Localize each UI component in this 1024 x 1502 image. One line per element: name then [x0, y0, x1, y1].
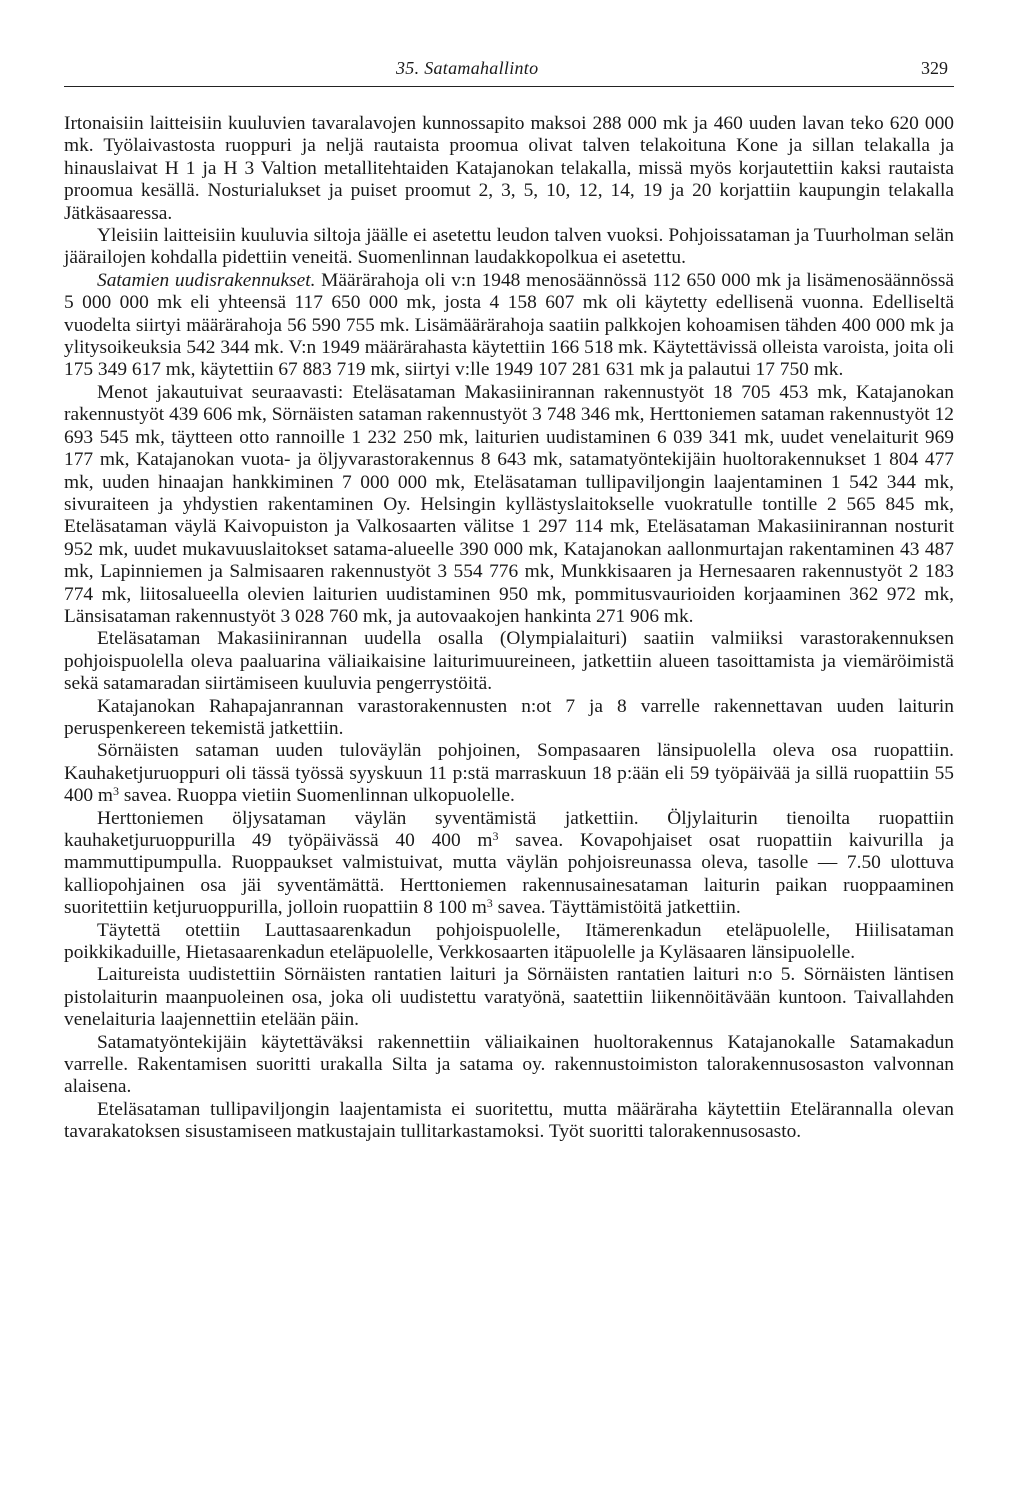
paragraph-7-text-a: Sörnäisten sataman uuden tuloväylän pohjoinen, Sompasaaren länsipuolella oleva osa ruopattiin. Kauhaketjuruoppuri oli tässä työssä syyskuun 11 p:stä marraskuun 18 p:ään eli 59 työpäivää ja sillä ruopattiin 55 400 m	[64, 740, 954, 807]
paragraph-6: Katajanokan Rahapajanrannan varastorakennusten n:ot 7 ja 8 varrelle rakennettavan uuden laiturin peruspenkereen tekemistä jatkettiin.	[64, 695, 954, 739]
paragraph-8-text-a: Herttoniemen öljysataman väylän syventämistä jatkettiin. Öljylaiturin tienoilta ruopattiin kauhaketjuruoppurilla 49 työpäivässä 40 400 m	[64, 807, 954, 851]
paragraph-11: Satamatyöntekijäin käytettäväksi rakennettiin väliaikainen huoltorakennus Katajanokalle Satamakadun varrelle. Rakentamisen suoritti urakalla Silta ja satama oy. rakennustoimiston talorakennusosaston valvonnan alaisena.	[64, 1031, 954, 1098]
header-title: 35. Satamahallinto	[396, 58, 539, 78]
paragraph-9: Täytettä otettiin Lauttasaarenkadun pohjoispuolelle, Itämerenkadun eteläpuolelle, Hiilisataman poikkikaduille, Hietasaarenkadun eteläpuolelle, Verkkosaarten itäpuolelle ja Kyläsaaren länsipuolelle.	[64, 919, 954, 964]
paragraph-1: Irtonaisiin laitteisiin kuuluvien tavaralavojen kunnossapito maksoi 288 000 mk ja 460 uuden lavan teko 620 000 mk. Työlaivastosta ruoppuri ja neljä rautaista proomua olivat talven telakoituna Kone ja sillan telakalla ja hinauslaivat H 1 ja H 3 Valtion metallitehtaiden Katajanokan telakalla, missä myös korjautettiin kaksi rautaista proomua kesällä. Nosturialukset ja puiset proomut 2, 3, 5, 10, 12, 14, 19 ja 20 korjattiin kaupungin telakalla Jätkäsaaressa.	[64, 113, 954, 224]
paragraph-7-text-b: savea. Ruoppa vietiin Suomenlinnan ulkopuolelle.	[119, 785, 515, 807]
page-number: 329	[921, 58, 948, 78]
paragraph-2: Yleisiin laitteisiin kuuluvia siltoja jäälle ei asetettu leudon talven vuoksi. Pohjoissataman ja Tuurholman selän jäärailojen kohdalla pidettiin veneitä. Suomenlinnan laudakkopolkua ei asetettu.	[64, 225, 954, 269]
paragraph-5: Eteläsataman Makasiinirannan uudella osalla (Olympialaituri) saatiin valmiiksi varastorakennuksen pohjoispuolella oleva paaluarina väliaikaisine laiturimuureineen, jatkettiin alueen tasoittamista ja viemäröimistä sekä satamaradan siirtämiseen kuuluvia pengerrystöitä.	[64, 628, 954, 695]
body-text	[64, 113, 954, 1144]
superscript: 3	[113, 784, 120, 799]
paragraph-3	[64, 270, 954, 382]
superscript: 3	[492, 829, 499, 843]
section-heading: Satamien uudisrakennukset.	[97, 269, 316, 291]
header-rule	[64, 86, 954, 87]
paragraph-3-text: Määrärahoja oli v:n 1948 menosäännössä 112 650 000 mk ja lisämenosäännössä 5 000 000 mk eli yhteensä 117 650 000 mk, josta 4 158 607 mk oli käytetty edellisenä vuonna. Edelliseltä vuodelta siirtyi määrärahoja 56 590 755 mk. Lisämäärärahoja saatiin palkkojen kohoamisen tähden 400 000 mk ja ylitysoikeuksia 542 344 mk. V:n 1949 määrärahasta käytettiin 166 518 mk. Käytettävissä olleista varoista, joita oli 175 349 617 mk, käytettiin 67 883 719 mk, siirtyi v:lle 1949 107 281 631 mk ja palautui 17 750 mk.	[64, 269, 954, 381]
superscript: 3	[486, 896, 493, 911]
paragraph-8-text-c: savea. Täyttämistöitä jatkettiin.	[492, 897, 741, 919]
paragraph-7	[64, 740, 954, 807]
paragraph-12: Eteläsataman tullipaviljongin laajentamista ei suoritettu, mutta määräraha käytettiin Etelärannalla olevan tavarakatoksen sisustamiseen matkustajain tullitarkastamoksi. Työt suoritti talorakennusosasto.	[64, 1098, 954, 1143]
paragraph-8-text-b: savea. Kovapohjaiset osat ruopattiin kaivurilla ja mammuttipumpulla. Ruoppaukset valmistuivat, mutta väylän pohjoisreunassa oleva, tasolle — 7.50 ulottuva kalliopohjainen osa jäi syventämättä. Herttoniemen rakennusainesataman laiturin paikan ruoppaaminen suoritettiin ketjuruoppurilla, jolloin ruopattiin 8 100 m	[64, 830, 954, 919]
paragraph-4: Menot jakautuivat seuraavasti: Eteläsataman Makasiinirannan rakennustyöt 18 705 453 mk, Katajanokan rakennustyöt 439 606 mk, Sörnäisten sataman rakennustyöt 3 748 346 mk, Herttoniemen sataman rakennustyöt 12 693 545 mk, täytteen otto rannoille 1 232 250 mk, laiturien uudistaminen 6 039 341 mk, uudet venelaiturit 969 177 mk, Katajanokan vuota- ja öljyvarastorakennus 8 643 mk, satamatyöntekijäin huoltorakennukset 1 804 477 mk, uuden hinaajan hankkiminen 7 000 000 mk, Eteläsataman tullipaviljongin laajentaminen 1 542 344 mk, sivuraiteen ja yhdystien rakentaminen Oy. Helsingin kyllästyslaitokselle vuokratulle tontille 2 565 845 mk, Eteläsataman väylä Kaivopuiston ja Valkosaarten välitse 1 297 114 mk, Eteläsataman Makasiinirannan nosturit 952 mk, uudet mukavuuslaitokset satama-alueelle 390 000 mk, Katajanokan aallonmurtajan rakentaminen 43 487 mk, Lapinniemen ja Salmisaaren rakennustyöt 3 554 776 mk, Munkkisaaren ja Hernesaaren rakennustyöt 2 183 774 mk, liitosalueella olevien laiturien uudistaminen 950 mk, pommitusvaurioiden korjaaminen 362 972 mk, Länsisataman rakennustyöt 3 028 760 mk, ja autovaakojen hankinta 271 906 mk.	[64, 381, 954, 627]
paragraph-10: Laitureista uudistettiin Sörnäisten rantatien laituri ja Sörnäisten rantatien laituri n:o 5. Sörnäisten läntisen pistolaiturin maanpuoleinen osa, joka oli uudistettu varatyönä, saatettiin liikennöitävään kuntoon. Taivallahden venelaituria laajennettiin etelään päin.	[64, 964, 954, 1031]
running-header	[64, 58, 954, 84]
paragraph-8	[64, 808, 954, 920]
